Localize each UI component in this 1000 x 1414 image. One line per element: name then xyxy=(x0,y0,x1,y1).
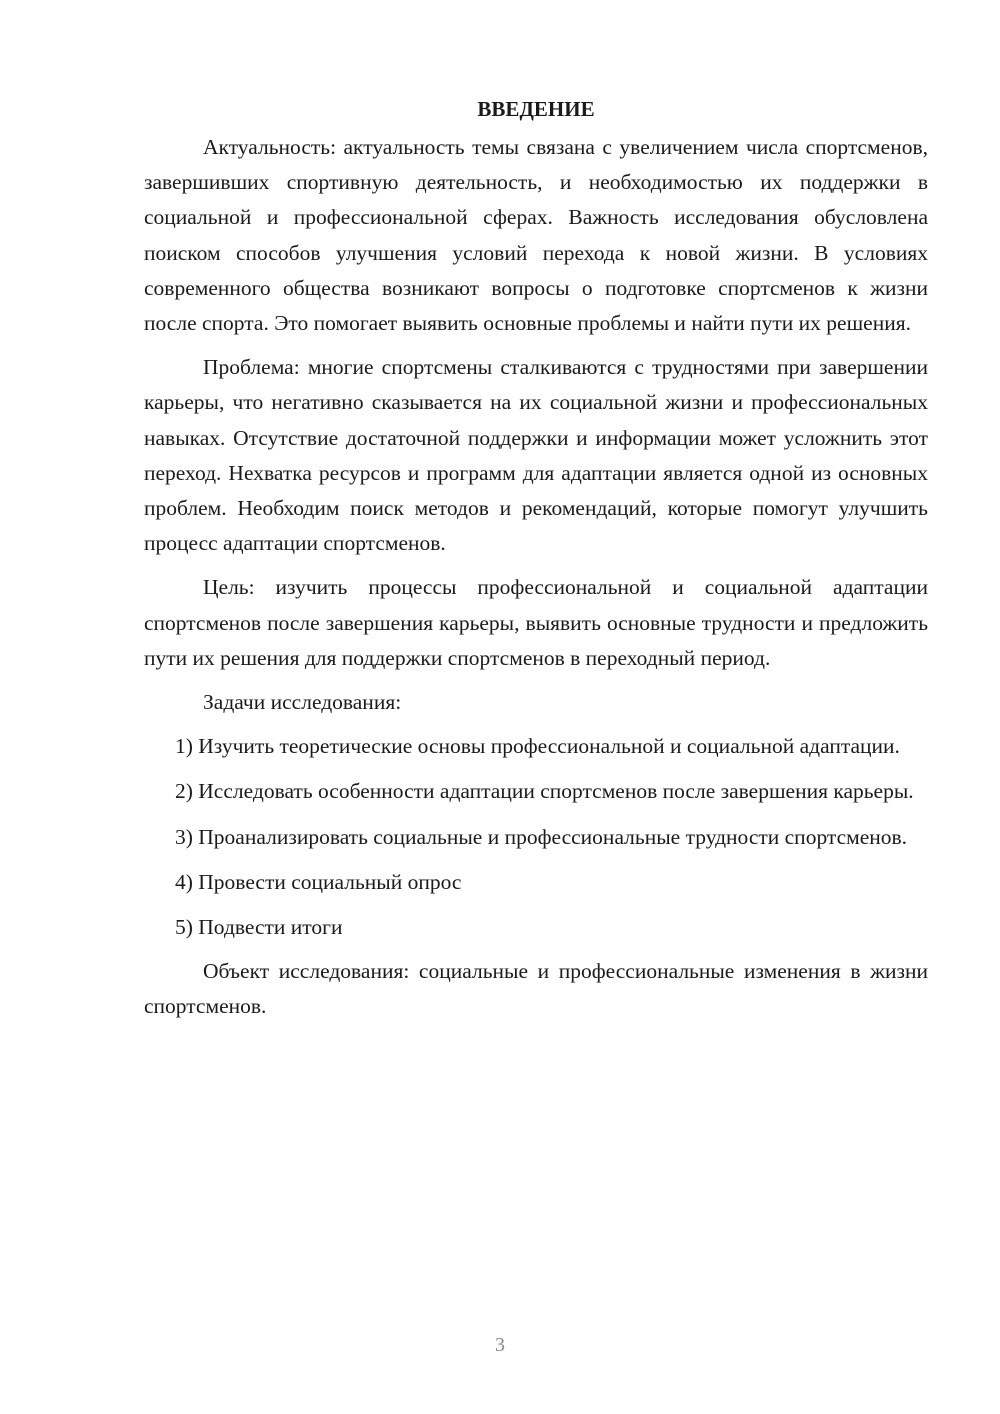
paragraph-tasks-heading: Задачи исследования: xyxy=(203,690,402,715)
task-item-5: 5) Подвести итоги xyxy=(175,915,343,940)
paragraph-problem: Проблема: многие спортсмены сталкиваются с трудностями при завершении карьеры, что негативно сказывается на их социальной жизни и профессиональных навыках. Отсутствие достаточной поддержки и информации может усложнить этот переход. Нехватка ресурсов и программ для адаптации является одной из основных проблем. Необходим поиск методов и рекомендаций, которые помогут улучшить процесс адаптации спортсменов. xyxy=(144,355,928,556)
task-item-3: 3) Проанализировать социальные и профессиональные трудности спортсменов. xyxy=(175,824,908,849)
task-item-2: 2) Исследовать особенности адаптации спортсменов после завершения карьеры. xyxy=(175,779,914,804)
paragraph-relevance: Актуальность: актуальность темы связана с увеличением числа спортсменов, завершивших спортивную деятельность, и необходимостью их поддержки в социальной и профессиональной сферах. Важность исследования обусловлена поиском способов улучшения условий перехода к новой жизни. В условиях современного общества возникают вопросы о подготовке спортсменов к жизни после спорта. Это помогает выявить основные проблемы и найти пути их решения. xyxy=(144,135,928,336)
paragraph-goal: Цель: изучить процессы профессиональной и социальной адаптации спортсменов после завершения карьеры, выявить основные трудности и предложить пути их решения для поддержки спортсменов в переходный период. xyxy=(144,575,928,670)
document-page xyxy=(144,92,928,1025)
task-item-1: 1) Изучить теоретические основы профессиональной и социальной адаптации. xyxy=(175,734,900,759)
task-item-4: 4) Провести социальный опрос xyxy=(175,869,462,894)
page-number: 3 xyxy=(495,1334,505,1356)
section-title: ВВЕДЕНИЕ xyxy=(477,97,595,121)
paragraph-object: Объект исследования: социальные и профессиональные изменения в жизни спортсменов. xyxy=(144,959,928,1019)
